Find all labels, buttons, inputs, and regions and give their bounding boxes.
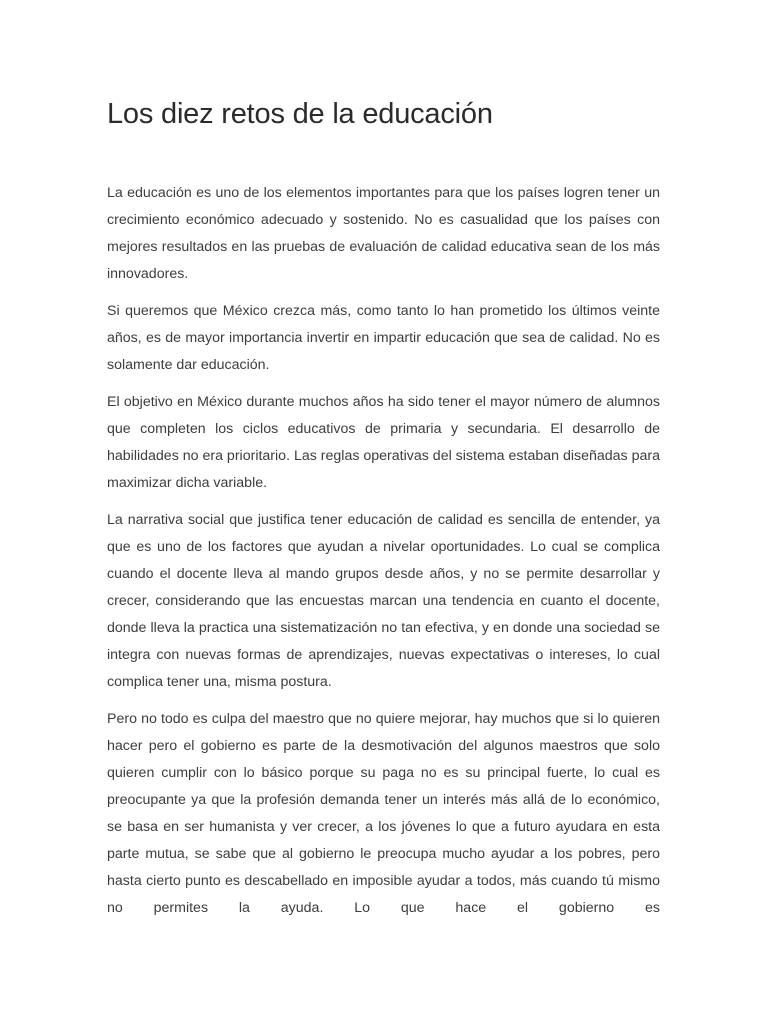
document-page [107,92,660,932]
paragraph-3: El objetivo en México durante muchos años ha sido tener el mayor número de alumnos que completen los ciclos educativos de primaria y secundaria. El desarrollo de habilidades no era prioritario. Las reglas operativas del sistema estaban diseñadas para maximizar dicha variable. [107,394,660,491]
document-title: Los diez retos de la educación [107,98,493,130]
paragraph-5: Pero no todo es culpa del maestro que no quiere mejorar, hay muchos que si lo quieren hacer pero el gobierno es parte de la desmotivación del algunos maestros que solo quieren cumplir con lo básico porque su paga no es su principal fuerte, lo cual es preocupante ya que la profesión demanda tener un interés más allá de lo económico, se basa en ser humanista y ver crecer, a los jóvenes lo que a futuro ayudara en esta parte mutua, se sabe que al gobierno le preocupa mucho ayudar a los pobres, pero hasta cierto punto es descabellado en imposible ayudar a todos, más cuando tú mismo no permites la ayuda. Lo que hace el gobierno es [107,711,660,916]
paragraph-2: Si queremos que México crezca más, como tanto lo han prometido los últimos veinte años, es de mayor importancia invertir en impartir educación que sea de calidad. No es solamente dar educación. [107,303,660,373]
paragraph-1: La educación es uno de los elementos importantes para que los países logren tener un crecimiento económico adecuado y sostenido. No es casualidad que los países con mejores resultados en las pruebas de evaluación de calidad educativa sean de los más innovadores. [107,185,660,282]
paragraph-4: La narrativa social que justifica tener educación de calidad es sencilla de entender, ya que es uno de los factores que ayudan a nivelar oportunidades. Lo cual se complica cuando el docente lleva al mando grupos desde años, y no se permite desarrollar y crecer, considerando que las encuestas marcan una tendencia en cuanto el docente, donde lleva la practica una sistematización no tan efectiva, y en donde una sociedad se integra con nuevas formas de aprendizajes, nuevas expectativas o intereses, lo cual complica tener una, misma postura. [107,512,660,690]
